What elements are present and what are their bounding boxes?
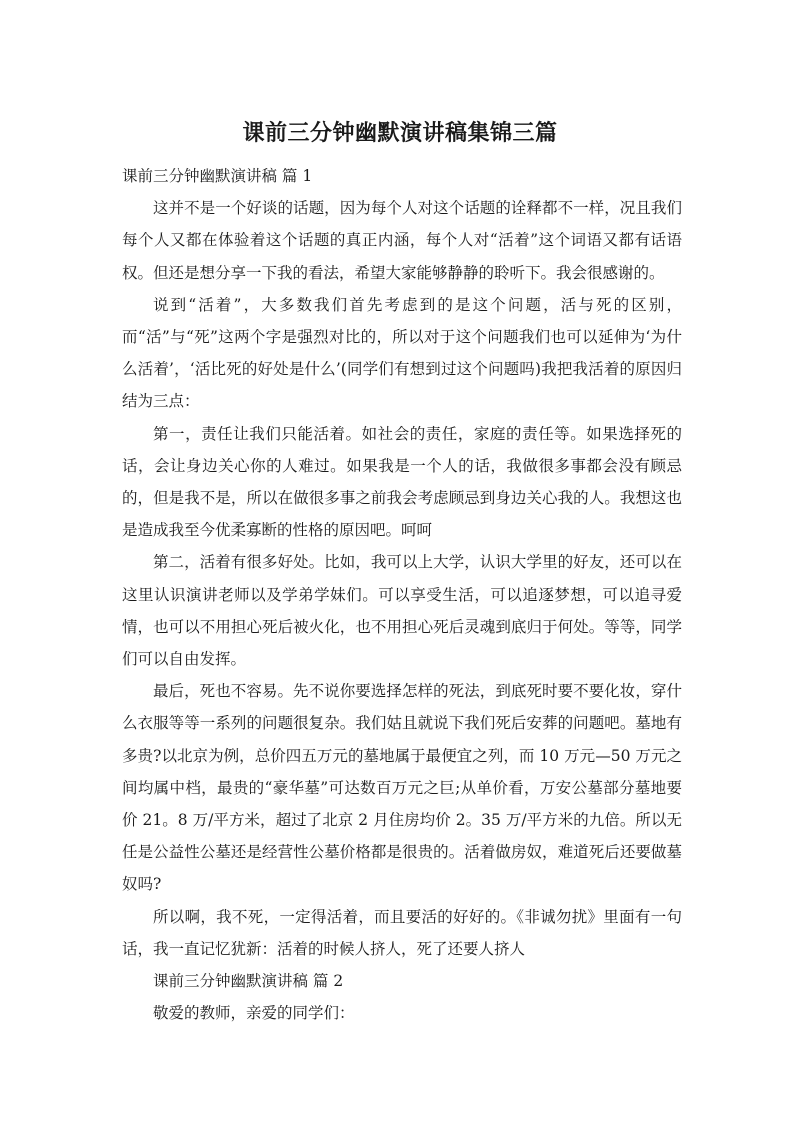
paragraph-2: 说到“活着”，大多数我们首先考虑到的是这个问题，活与死的区别，而“活”与“死”这两个字是强烈对比的，所以对于这个问题我们也可以延伸为‘为什么活着’，‘活比死的好处是什么’(同学们有想到过这个问题吗)我把我活着的原因归结为三点： bbox=[122, 295, 682, 411]
paragraph-5: 最后，死也不容易。先不说你要选择怎样的死法，到底死时要不要化妆，穿什么衣服等等一系列的问题很复杂。我们姑且就说下我们死后安葬的问题吧。墓地有多贵?以北京为例，总价四五万元的墓地属于最便宜之列，而 10 万元—50 万元之间均属中档，最贵的“豪华墓”可达数百万元之巨;从单价看，万安公墓部分墓地要价 21。8 万/平方米，超过了北京 2 月住房均价 2。35 万/平方米的九倍。所以无任是公益性公墓还是经营性公墓价格都是很贵的。活着做房奴，难道死后还要做墓奴吗? bbox=[122, 682, 682, 894]
paragraph-6: 所以啊，我不死，一定得活着，而且要活的好好的。《非诚勿扰》里面有一句话，我一直记忆犹新：活着的时候人挤人，死了还要人挤人 bbox=[122, 907, 682, 958]
section-1-heading: 课前三分钟幽默演讲稿 篇 1 bbox=[122, 167, 313, 185]
document-body bbox=[122, 160, 682, 1029]
paragraph-4: 第二，活着有很多好处。比如，我可以上大学，认识大学里的好友，还可以在这里认识演讲老师以及学弟学妹们。可以享受生活，可以追逐梦想，可以追寻爱情，也可以不用担心死后被火化，也不用担心死后灵魂到底归于何处。等等，同学们可以自由发挥。 bbox=[122, 553, 682, 669]
greeting-line: 敬爱的教师，亲爱的同学们： bbox=[153, 1004, 355, 1023]
paragraph-1: 这并不是一个好谈的话题，因为每个人对这个话题的诠释都不一样，况且我们每个人又都在体验着这个话题的真正内涵，每个人对“活着”这个词语又都有话语权。但还是想分享一下我的看法，希望大家能够静静的聆听下。我会很感谢的。 bbox=[122, 199, 682, 282]
paragraph-3: 第一，责任让我们只能活着。如社会的责任，家庭的责任等。如果选择死的话，会让身边关心你的人难过。如果我是一个人的话，我做很多事都会没有顾忌的，但是我不是，所以在做很多事之前我会考虑顾忌到身边关心我的人。我想这也是造成我至今优柔寡断的性格的原因吧。呵呵 bbox=[122, 424, 682, 540]
section-2-heading: 课前三分钟幽默演讲稿 篇 2 bbox=[153, 972, 344, 991]
document-title: 课前三分钟幽默演讲稿集锦三篇 bbox=[242, 121, 558, 146]
